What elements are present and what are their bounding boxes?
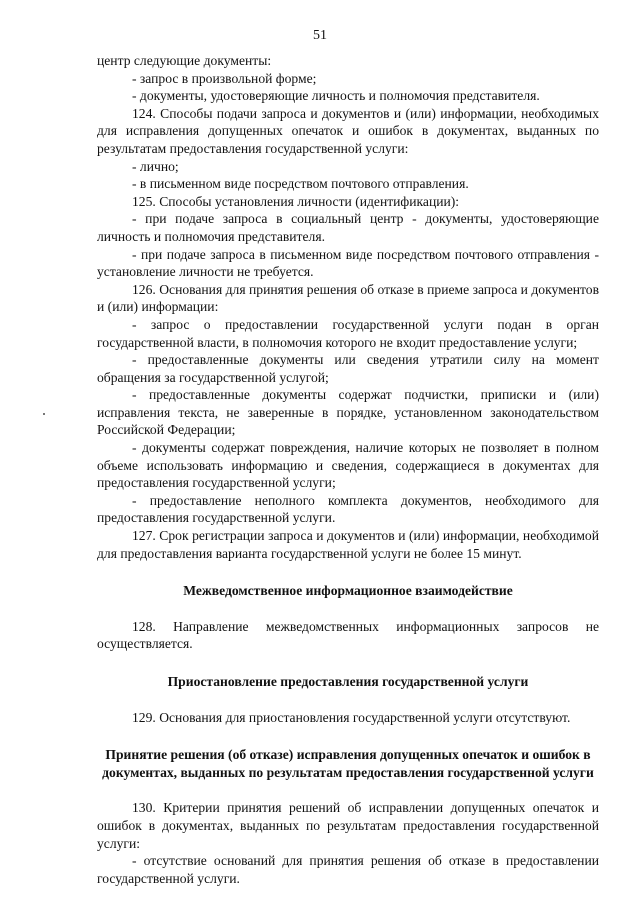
clause-127: 127. Срок регистрации запроса и документов и (или) информации, необходимой для предоставления варианта государственной услуги не более 15 минут. [97, 528, 599, 561]
clause-126: 126. Основания для принятия решения об отказе в приеме запроса и документов и (или) информации: [97, 281, 599, 315]
list-item: - в письменном виде посредством почтового отправления. [132, 176, 469, 192]
document-body [97, 52, 599, 887]
list-item: - отсутствие оснований для принятия решения об отказе в предоставлении государственной услуги. [97, 853, 599, 886]
clause-130: 130. Критерии принятия решений об исправлении допущенных опечаток и ошибок в документах, выданных по результатам предоставления государственной услуги: [97, 800, 599, 851]
clause-128: 128. Направление межведомственных информационных запросов не осуществляется. [97, 618, 599, 652]
list-item: - предоставление неполного комплекта документов, необходимого для предоставления государственной услуги. [97, 492, 599, 526]
list-item: - запрос в произвольной форме; [132, 70, 317, 86]
list-item: - предоставленные документы содержат подчистки, приписки и (или) исправления текста, не заверенные в порядке, установленном законодательством Российской Федерации; [97, 387, 599, 438]
list-item: - документы содержат повреждения, наличие которых не позволяет в полном объеме использовать информацию и сведения, содержащиеся в документах для предоставления государственной услуги; [97, 440, 599, 491]
list-item: - запрос о предоставлении государственной услуги подан в орган государственной власти, в полномочия которого не входит предоставление услуги; [97, 316, 599, 350]
clause-125: 125. Способы установления личности (идентификации): [132, 193, 460, 209]
scan-speck [43, 413, 45, 415]
page-number: 51 [313, 28, 327, 43]
section-heading: Межведомственное информационное взаимодействие [183, 583, 513, 599]
section-heading: Принятие решения (об отказе) исправления допущенных опечаток и ошибок в документах, выданных по результатам предоставления государственной услуги [102, 747, 594, 780]
list-item: - предоставленные документы или сведения утратили силу на момент обращения за государственной услугой; [97, 352, 599, 385]
paragraph-continuation: центр следующие документы: [97, 53, 272, 68]
list-item: - при подаче запроса в социальный центр - документы, удостоверяющие личность и полномочия представителя. [97, 211, 599, 244]
section-heading: Приостановление предоставления государственной услуги [167, 674, 529, 689]
list-item: - при подаче запроса в письменном виде посредством почтового отправления - установление личности не требуется. [97, 246, 599, 280]
list-item: - лично; [132, 158, 179, 174]
clause-124: 124. Способы подачи запроса и документов и (или) информации, необходимых для исправления допущенных опечаток и ошибок в документах, выданных по результатам предоставления государственной услуги: [97, 105, 599, 156]
list-item: - документы, удостоверяющие личность и полномочия представителя. [132, 88, 540, 104]
clause-129: 129. Основания для приостановления государственной услуги отсутствуют. [132, 709, 571, 725]
